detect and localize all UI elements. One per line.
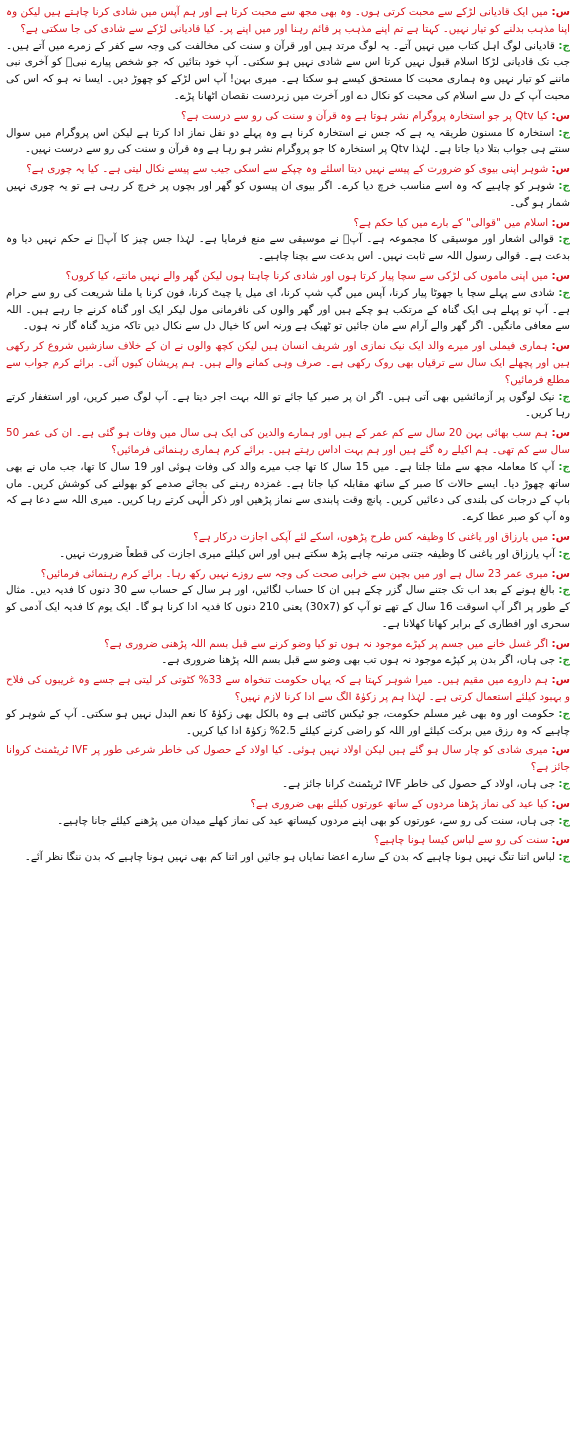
qa-item [6,338,570,422]
answer-marker: ج: [558,547,570,560]
question-marker: س: [551,163,570,176]
answer-text: شادی سے پہلے سچا یا جھوٹا پیار کرنا، آپس میں گپ شپ کرنا، ای میل یا چیٹ کرنا، فون کرنا یا ملنا شریعت کی رو سے حرام ہے۔ آپ تو پہلے ہی ایک گناہ کے مرتکب ہو چکے ہیں اور گھر والوں کی نافرمانی مول لیکر ایک اور گناہ کرنے جا رہے ہیں۔ اللہ سے معافی مانگیں۔ اگر گھر والے آرام سے مان جائیں تو ٹھیک ہے ورنہ اس کا خیال دل سے نکال دیں تاکہ مزید گناہ گار نہ ہوں۔ [6,286,570,333]
question-marker: س: [551,637,570,650]
question-marker: س: [551,834,570,847]
answer [6,38,570,105]
answer-marker: ج: [558,126,570,139]
answer [6,546,570,563]
answer [6,813,570,830]
question-text: کیا Qtv پر جو استخارہ پروگرام نشر ہوتا ہے وہ قرآن و سنت کی رو سے درست ہے؟ [180,109,549,122]
qa-item [6,4,570,105]
question [6,161,570,178]
answer [6,706,570,740]
answer-text: جی ہاں، اگر بدن پر کپڑے موجود نہ ہوں تب بھی وضو سے قبل بسم اللہ پڑھنا ضروری ہے۔ [161,654,556,667]
answer [6,178,570,212]
question [6,425,570,459]
question-marker: س: [551,530,570,543]
question-text: ہم داروے میں مقیم ہیں۔ میرا شوہر کہتا ہے کہ یہاں حکومت تنخواہ سے 33% کٹوتی کر لیتی ہے جسے وہ غریبوں کی فلاح و بہبود کیلئے استعمال کرتی ہے۔ لہٰذا ہم پر زکوٰۃ الگ سے ادا کرنا لازم نہیں؟ [6,674,570,704]
question [6,636,570,653]
question [6,529,570,546]
qa-item [6,215,570,265]
answer-marker: ج: [558,39,570,52]
question-marker: س: [551,109,570,122]
answer-text: آپ یارزاق اور یاغنی کا وظیفہ جتنی مرتبہ چاہے پڑھ سکتے ہیں اور اس کیلئے میری اجازت کی قطعاً ضرورت نہیں۔ [59,547,556,560]
question-text: میں یارزاق اور یاغنی کا وظیفہ کس طرح پڑھوں، اسکے لئے آپکی اجازت درکار ہے؟ [193,530,549,543]
answer-marker: ج: [558,390,570,403]
answer-marker: ج: [558,654,570,667]
question-text: میں اپنی ماموں کی لڑکی سے سچا پیار کرتا ہوں اور شادی کرنا چاہتا ہوں لیکن گھر والے نہیں مانتے، کیا کروں؟ [65,269,549,282]
answer-text: جی ہاں، اولاد کے حصول کی خاطر IVF ٹریٹمنٹ کرانا جائز ہے۔ [282,778,556,791]
question-text: اگر غسل خانے میں جسم پر کپڑے موجود نہ ہوں تو کیا وضو کرنے سے قبل بسم اللہ پڑھنی ضروری ہے؟ [104,637,549,650]
answer [6,389,570,423]
answer-text: جی ہاں، سنت کی رو سے، عورتوں کو بھی اپنے مردوں کیساتھ عید کی نماز کھلے میدان میں پڑھنے کیلئے جانا چاہیے۔ [57,814,556,827]
qa-item [6,529,570,563]
qa-item [6,796,570,830]
question [6,672,570,706]
answer-marker: ج: [558,851,570,864]
qa-item [6,268,570,335]
question [6,215,570,232]
question-text: کیا عید کی نماز پڑھنا مردوں کے ساتھ عورتوں کیلئے بھی ضروری ہے؟ [250,797,549,810]
question [6,742,570,776]
question-text: ہماری فیملی اور میرے والد ایک نیک نمازی اور شریف انسان ہیں لیکن کچھ والوں نے ان کے خلاف سازشیں شروع کر رکھی ہیں اور پچھلے ایک سال سے ترقیاں بھی روک رکھی ہے۔ صرف وہی کمانے والے ہیں۔ ہم پریشان کیوں آئی۔ برائے کرم جواب سے مطلع فرمائیں؟ [6,340,570,386]
qa-item [6,832,570,866]
answer [6,776,570,793]
qa-item [6,425,570,526]
qa-item [6,566,570,633]
question [6,268,570,285]
answer [6,652,570,669]
answer-marker: ج: [558,814,570,827]
answer-text: بالغ ہونے کے بعد اب تک جتنے سال گزر چکے ہیں ان کا حساب لگائیں، اور ہر سال کے حساب سے 30 دنوں کا فدیہ دیں۔ مثال کے طور پر اگر آپ اسوقت 16 سال کے تھے تو آپ کو (30x7) یعنی 210 دنوں کا فدیہ ادا کرنا ہو گا۔ ایک یوم کا فدیہ ایک آدمی کو سحری اور افطاری کے برابر کھانا کھلانا ہے۔ [6,584,570,630]
question-marker: س: [551,567,570,580]
question [6,338,570,388]
answer [6,582,570,632]
answer-marker: ج: [558,286,570,299]
question [6,566,570,583]
question-marker: س: [551,340,570,353]
question-marker: س: [551,744,571,757]
question-marker: س: [551,216,570,229]
answer-marker: ج: [558,179,570,192]
answer-marker: ج: [558,460,570,473]
answer-text: لباس اتنا تنگ نہیں ہونا چاہیے کہ بدن کے سارے اعضا نمایاں ہو جائیں اور اتنا کم بھی نہیں ہونا چاہیے کہ بدن ننگا نظر آئے۔ [24,851,556,864]
answer [6,285,570,335]
qa-item [6,636,570,670]
answer [6,849,570,866]
qa-item [6,161,570,211]
question-text: میں ایک قادیانی لڑکے سے محبت کرتی ہوں۔ وہ بھی مجھ سے محبت کرتا ہے اور ہم آپس میں شادی کرنا چاہتے ہیں لیکن وہ اپنا مذہب بدلنے کو تیار نہیں۔ کہتا ہے تم اپنے مذہب پر قائم رہنا اور میں اپنے پر۔ کیا قادیانی لڑکے سے شادی کی جا سکتی ہے؟ [6,6,570,35]
question-text: میری عمر 23 سال ہے اور میں بچپن سے خرابی صحت کی وجہ سے روزے نہیں رکھ رہا۔ برائے کرم رہنمائی فرمائیں؟ [40,567,549,580]
question [6,108,570,125]
answer-marker: ج: [558,707,570,720]
question-text: ہم سب بھائی بہن 20 سال سے کم عمر کے ہیں اور ہمارے والدین کی ایک ہی سال میں وفات ہو گئی ہے۔ ان کی عمر 50 سال سے کم تھی۔ ہم اکیلے رہ گئے ہیں اور ہم بہت اداس رہتے ہیں۔ برائے کرم ہماری رہنمائی فرمائیں؟ [6,427,570,456]
question-marker: س: [551,427,570,440]
question [6,4,570,38]
answer-text: آپ کا معاملہ مجھ سے ملتا جلتا ہے۔ میں 15 سال کا تھا جب میرے والد کی وفات ہوئی اور 19 سال کا تھا، جب ماں نے بھی ساتھ چھوڑ دیا۔ ایسے حالات کا صبر کے ساتھ مقابلہ کیا جاتا ہے۔ غمزدہ رہنے کی بجائے صدمے کو بھولنے کی کوشش کریں۔ ماں باپ کے درجات کی بلندی کی دعائیں کریں۔ پانچ وقت پابندی سے نماز پڑھیں اور ذکر الٰہی کرتے رہا کریں۔ میری اللہ سے دعا ہے کہ وہ آپ کو صبر عطا کرے۔ [6,460,570,524]
answer-marker: ج: [558,778,570,791]
question-marker: س: [551,797,570,810]
answer-marker: ج: [558,584,570,597]
answer [6,459,570,526]
question-text: سنت کی رو سے لباس کیسا ہونا چاہیے؟ [373,834,549,847]
question-text: میری شادی کو چار سال ہو گئے ہیں لیکن اولاد نہیں ہوئی۔ کیا اولاد کے حصول کی خاطر شرعی طور پر IVF ٹریٹمنٹ کروانا جائز ہے؟ [6,744,570,774]
answer-marker: ج: [558,233,570,246]
answer-text: شوہر کو چاہیے کہ وہ اسے مناسب خرچ دیا کرے۔ اگر بیوی ان پیسوں کو گھر اور بچوں پر خرچ کر رہی ہے تو یہ چوری نہیں شمار ہو گی۔ [6,179,570,209]
question [6,796,570,813]
answer-text: نیک لوگوں پر آزمائشیں بھی آتی ہیں۔ اگر ان پر صبر کیا جائے تو اللہ بہت اجر دیتا ہے۔ آپ لوگ صبر کریں، اور استغفار کرتے رہا کریں۔ [6,390,570,420]
qa-item [6,108,570,158]
answer-text: قادیانی لوگ اہل کتاب میں نہیں آتے۔ یہ لوگ مرتد ہیں اور قرآن و سنت کی مخالفت کی وجہ سے کفر کے زمرے میں آتے ہیں۔ جب تک قادیانی لڑکا اسلام قبول نہیں کرتا اس سے شادی نہیں ہو سکتی۔ آپ خود بتائیں کہ جو شخص پیارے نبیؐ کو آخری نبی ماننے کو تیار نہیں وہ ہماری محبت کا مستحق کیسے ہو سکتا ہے۔ میری بہن! آپ اس لڑکے کو چھوڑ دیں۔ ایسا نہ ہو کہ اس کی محبت آپ کے دل سے اسلام کی محبت کو نکال دے اور آخرت میں زبردست نقصان اٹھانا پڑے۔ [6,39,570,102]
question [6,832,570,849]
question-marker: س: [551,674,570,687]
answer-text: استخارہ کا مسنون طریقہ یہ ہے کہ جس نے استخارہ کرنا ہے وہ پہلے دو نفل نماز ادا کرتا ہے لیکن اس پروگرام میں سوال سنتے ہی جواب بتلا دیا جاتا ہے۔ لہٰذا Qtv پر استخارہ کا جو پروگرام نشر ہو رہا ہے وہ قرآن و سنت کی رو سے درست نہیں۔ [6,126,570,156]
answer-text: حکومت اور وہ بھی غیر مسلم حکومت، جو ٹیکس کاٹتی ہے وہ بالکل بھی زکوٰۃ کا نعم البدل نہیں ہو سکتی۔ آپ کے شوہر کو چاہیے کہ وہ رزق میں برکت کیلئے اور اللہ کو راضی کرنے کیلئے 2.5% زکوٰۃ ادا کیا کریں۔ [6,707,570,737]
answer [6,125,570,159]
answer-text: قوالی اشعار اور موسیقی کا مجموعہ ہے۔ آپؐ نے موسیقی سے منع فرمایا ہے۔ لہٰذا جس چیز کا آپؐ نے حکم نہیں دیا وہ بدعت ہے۔ قوالی رسول اللہ سے ثابت نہیں۔ اس بدعت سے بچنا چاہیے۔ [6,233,570,263]
qa-item [6,672,570,739]
question-marker: س: [551,6,570,18]
qa-item [6,742,570,792]
question-marker: س: [551,269,570,282]
answer [6,231,570,265]
question-text: اسلام میں "قوالی" کے بارے میں کیا حکم ہے؟ [353,216,549,229]
question-text: شوہر اپنی بیوی کو ضرورت کے پیسے نہیں دیتا اسلئے وہ چپکے سے اسکی جیب سے پیسے نکال لیتی ہے۔ کیا یہ چوری ہے؟ [26,163,549,176]
